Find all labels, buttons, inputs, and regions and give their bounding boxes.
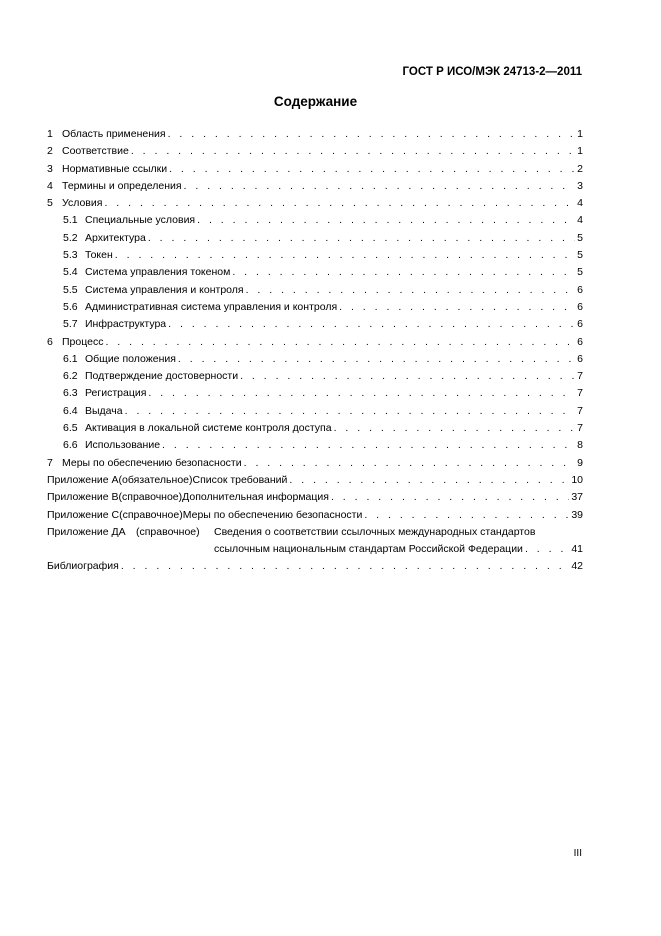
toc-entry-label: Термины и определения <box>62 179 182 192</box>
toc-entry[interactable] <box>47 161 583 178</box>
toc-entry-page: 5 <box>577 231 583 244</box>
toc-entry[interactable] <box>47 247 583 264</box>
leader-dots <box>168 316 575 333</box>
toc-entry-number: 6.2 <box>63 370 78 383</box>
leader-dots <box>339 299 575 316</box>
toc-entry-number: 4 <box>47 179 53 192</box>
appendix-title: Меры по обеспечению безопасности <box>182 508 363 521</box>
toc-entry-page: 3 <box>577 179 583 192</box>
leader-dots <box>244 455 576 472</box>
toc-entry-number: 6.5 <box>63 422 78 435</box>
toc-entry-label: Инфраструктура <box>85 318 167 331</box>
appendix-label: Приложение А <box>47 473 119 486</box>
toc-entry-page: 8 <box>577 439 583 452</box>
leader-dots <box>331 489 569 506</box>
toc-entry-number: 6 <box>47 335 53 348</box>
leader-dots <box>168 126 576 143</box>
toc-entry-number: 2 <box>47 145 53 158</box>
toc-entry-number: 5 <box>47 197 53 210</box>
toc-entry-number: 5.4 <box>63 266 78 279</box>
toc-entry-page: 7 <box>577 422 583 435</box>
toc-entry[interactable] <box>47 212 583 229</box>
leader-dots <box>125 403 576 420</box>
toc-entry-page: 2 <box>577 162 583 175</box>
leader-dots <box>115 247 575 264</box>
toc-entry-page: 6 <box>577 352 583 365</box>
toc-entry[interactable] <box>47 368 583 385</box>
toc-entry-number: 5.5 <box>63 283 78 296</box>
toc-appendix[interactable] <box>47 472 583 489</box>
toc-entry-page: 5 <box>577 266 583 279</box>
toc-entry-page: 4 <box>577 214 583 227</box>
toc-entry[interactable] <box>47 351 583 368</box>
leader-dots <box>232 264 575 281</box>
toc-entry-number: 6.6 <box>63 439 78 452</box>
toc-entry-label: Меры по обеспечению безопасности <box>62 456 242 469</box>
leader-dots <box>184 178 576 195</box>
toc-entry-page: 6 <box>577 335 583 348</box>
toc-entry-number: 6.3 <box>63 387 78 400</box>
leader-dots <box>240 368 575 385</box>
page-title: Содержание <box>273 94 358 109</box>
toc-entry-page: 1 <box>577 145 583 158</box>
toc-entry-number: 5.3 <box>63 249 78 262</box>
toc-entry[interactable] <box>47 264 583 281</box>
leader-dots <box>334 420 576 437</box>
toc-appendix[interactable] <box>47 507 583 524</box>
toc-entry[interactable] <box>47 420 583 437</box>
toc-entry-page: 6 <box>577 283 583 296</box>
leader-dots <box>169 161 575 178</box>
appendix-label: Приложение ДА <box>47 525 126 538</box>
toc-entry[interactable] <box>47 230 583 247</box>
toc-entry-number: 5.6 <box>63 300 78 313</box>
toc-entry-page: 6 <box>577 318 583 331</box>
toc-entry[interactable] <box>47 126 583 143</box>
toc-entry-label: Соответствие <box>62 145 129 158</box>
toc-entry-number: 6.1 <box>63 352 78 365</box>
toc-entry-label: Система управления токеном <box>85 266 231 279</box>
toc-entry-number: 5.2 <box>63 231 78 244</box>
appendix-page: 41 <box>571 542 583 555</box>
leader-dots <box>364 507 569 524</box>
appendix-page: 37 <box>571 491 583 504</box>
page-number: III <box>573 848 582 859</box>
leader-dots <box>148 385 575 402</box>
appendix-label: Приложение В <box>47 491 119 504</box>
leader-dots <box>178 351 575 368</box>
toc-entry-label: Административная система управления и контроля <box>85 300 338 313</box>
toc-entry-label: Регистрация <box>85 387 147 400</box>
toc-appendix[interactable] <box>47 489 583 506</box>
appendix-title: Список требований <box>192 473 288 486</box>
toc-entry-number: 1 <box>47 128 53 140</box>
toc-entry[interactable] <box>47 385 583 402</box>
leader-dots <box>148 230 575 247</box>
leader-dots <box>525 541 569 558</box>
toc-entry-label: Токен <box>85 249 113 262</box>
toc-entry-label: Использование <box>85 439 161 452</box>
appendix-kind: (справочное) <box>119 508 183 521</box>
appendix-kind: (обязательное) <box>118 473 193 486</box>
toc-entry-number: 7 <box>47 456 53 469</box>
toc-entry[interactable] <box>47 334 583 351</box>
document-header: ГОСТ Р ИСО/МЭК 24713-2—2011 <box>402 66 582 78</box>
toc-bibliography[interactable] <box>47 558 583 575</box>
toc-entry[interactable] <box>47 316 583 333</box>
toc-entry-label: Подтверждение достоверности <box>85 370 239 383</box>
appendix-title: Дополнительная информация <box>182 491 329 504</box>
toc-entry[interactable] <box>47 299 583 316</box>
toc-entry-number: 5.7 <box>63 318 78 331</box>
toc-entry[interactable] <box>47 195 583 212</box>
bibliography-label: Библиография <box>47 559 119 572</box>
toc-entry-page: 7 <box>577 387 583 400</box>
appendix-page: 39 <box>571 508 583 521</box>
toc-entry-page: 6 <box>577 300 583 313</box>
bibliography-page: 42 <box>571 559 583 572</box>
toc-entry-label: Нормативные ссылки <box>62 162 168 175</box>
leader-dots <box>162 437 575 454</box>
toc-entry-label: Процесс <box>62 335 104 348</box>
leader-dots <box>121 558 569 575</box>
toc-entry-number: 3 <box>47 162 53 175</box>
appendix-kind: (справочное) <box>118 491 183 504</box>
toc-entry-number: 5.1 <box>63 214 78 227</box>
leader-dots <box>197 212 575 229</box>
appendix-page: 10 <box>571 473 583 486</box>
toc-entry-label: Архитектура <box>85 231 146 244</box>
appendix-title-line2: ссылочным национальным стандартам Российской Федерации <box>214 542 523 555</box>
toc-entry-page: 1 <box>577 128 583 140</box>
appendix-title-line1: Сведения о соответствии ссылочных международных стандартов <box>214 525 536 538</box>
toc-entry-label: Условия <box>62 197 103 210</box>
leader-dots <box>105 334 575 351</box>
leader-dots <box>131 143 575 160</box>
appendix-kind: (справочное) <box>136 525 200 538</box>
appendix-label: Приложение С <box>47 508 120 521</box>
toc-entry-label: Активация в локальной системе контроля доступа <box>85 422 332 435</box>
toc-entry-label: Система управления и контроля <box>85 283 244 296</box>
leader-dots <box>104 195 575 212</box>
toc-entry[interactable] <box>47 178 583 195</box>
toc-entry[interactable] <box>47 455 583 472</box>
leader-dots <box>246 282 576 299</box>
toc-entry-page: 5 <box>577 249 583 262</box>
toc-entry[interactable] <box>47 282 583 299</box>
toc-entry-label: Выдача <box>85 404 123 417</box>
toc-entry-page: 9 <box>577 456 583 469</box>
toc-entry-page: 7 <box>577 370 583 383</box>
toc-appendix-da[interactable] <box>47 524 583 558</box>
toc-entry[interactable] <box>47 437 583 454</box>
toc-entry-label: Специальные условия <box>85 214 196 227</box>
table-of-contents <box>47 126 583 575</box>
toc-entry-label: Область применения <box>62 128 166 140</box>
leader-dots <box>289 472 569 489</box>
toc-entry-page: 7 <box>577 404 583 417</box>
toc-entry[interactable] <box>47 403 583 420</box>
toc-entry-page: 4 <box>577 197 583 210</box>
toc-entry-label: Общие положения <box>85 352 176 365</box>
toc-entry[interactable] <box>47 143 583 160</box>
toc-entry-number: 6.4 <box>63 404 78 417</box>
